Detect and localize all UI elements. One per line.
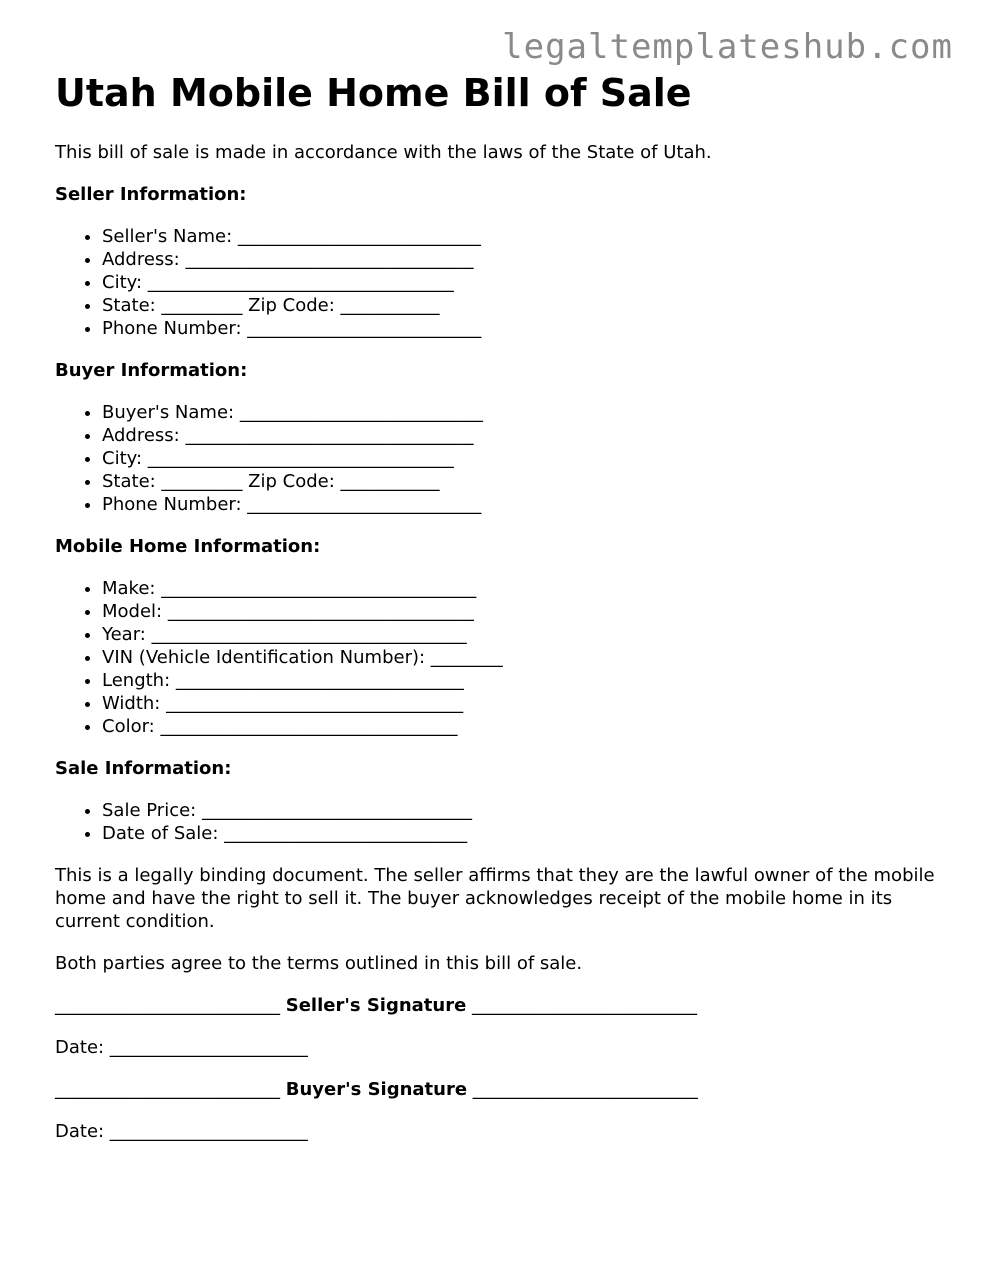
seller-section-heading: Seller Information: bbox=[55, 184, 247, 205]
buyer-signature-label: Buyer's Signature bbox=[285, 1079, 468, 1100]
seller-city-field: • City: __________________________________ bbox=[102, 271, 935, 294]
seller-signature-blank-right: _________________________ bbox=[472, 995, 698, 1016]
width-field: • Width: _________________________________ bbox=[102, 692, 935, 715]
sale-date-field: • Date of Sale: ___________________________ bbox=[102, 822, 935, 845]
sale-info-list bbox=[55, 799, 935, 845]
buyer-city-field: • City: __________________________________ bbox=[102, 447, 935, 470]
seller-info-list bbox=[55, 225, 935, 340]
document-body bbox=[55, 70, 935, 1143]
buyer-signature-blank-right: _________________________ bbox=[472, 1079, 698, 1100]
buyer-signature-line bbox=[55, 1078, 935, 1101]
intro-text: This bill of sale is made in accordance with the laws of the State of Utah. bbox=[55, 142, 712, 163]
seller-phone-field: • Phone Number: __________________________ bbox=[102, 317, 935, 340]
seller-date-line: Date: ______________________ bbox=[55, 1037, 308, 1058]
buyer-section-heading: Buyer Information: bbox=[55, 360, 248, 381]
color-field: • Color: _________________________________ bbox=[102, 715, 935, 738]
seller-address-field: • Address: ________________________________ bbox=[102, 248, 935, 271]
mobile-home-section-heading: Mobile Home Information: bbox=[55, 536, 321, 557]
buyer-state-zip-field: • State: _________ Zip Code: ___________ bbox=[102, 470, 935, 493]
seller-signature-blank-left: _________________________ bbox=[55, 995, 280, 1016]
model-field: • Model: __________________________________ bbox=[102, 600, 935, 623]
year-field: • Year: ___________________________________ bbox=[102, 623, 935, 646]
seller-state-zip-field: • State: _________ Zip Code: ___________ bbox=[102, 294, 935, 317]
make-field: • Make: ___________________________________ bbox=[102, 577, 935, 600]
page-title: Utah Mobile Home Bill of Sale bbox=[55, 71, 692, 115]
seller-name-field: • Seller's Name: ___________________________ bbox=[102, 225, 935, 248]
length-field: • Length: ________________________________ bbox=[102, 669, 935, 692]
buyer-name-field: • Buyer's Name: ___________________________ bbox=[102, 401, 935, 424]
seller-signature-line bbox=[55, 994, 935, 1017]
binding-statement: This is a legally binding document. The seller affirms that they are the lawful owner of the mobile home and have the right to sell it. The buyer acknowledges receipt of the mobile home in its current condition. bbox=[55, 865, 935, 932]
sale-section-heading: Sale Information: bbox=[55, 758, 232, 779]
agreement-statement: Both parties agree to the terms outlined in this bill of sale. bbox=[55, 953, 583, 974]
buyer-date-line: Date: ______________________ bbox=[55, 1121, 308, 1142]
buyer-phone-field: • Phone Number: __________________________ bbox=[102, 493, 935, 516]
watermark: legaltemplateshub.com bbox=[502, 27, 953, 67]
sale-price-field: • Sale Price: ______________________________ bbox=[102, 799, 935, 822]
seller-signature-label: Seller's Signature bbox=[285, 995, 467, 1016]
vin-field: • VIN (Vehicle Identification Number): ________ bbox=[102, 646, 935, 669]
buyer-address-field: • Address: ________________________________ bbox=[102, 424, 935, 447]
mobile-home-info-list bbox=[55, 577, 935, 738]
buyer-info-list bbox=[55, 401, 935, 516]
buyer-signature-blank-left: _________________________ bbox=[55, 1079, 280, 1100]
